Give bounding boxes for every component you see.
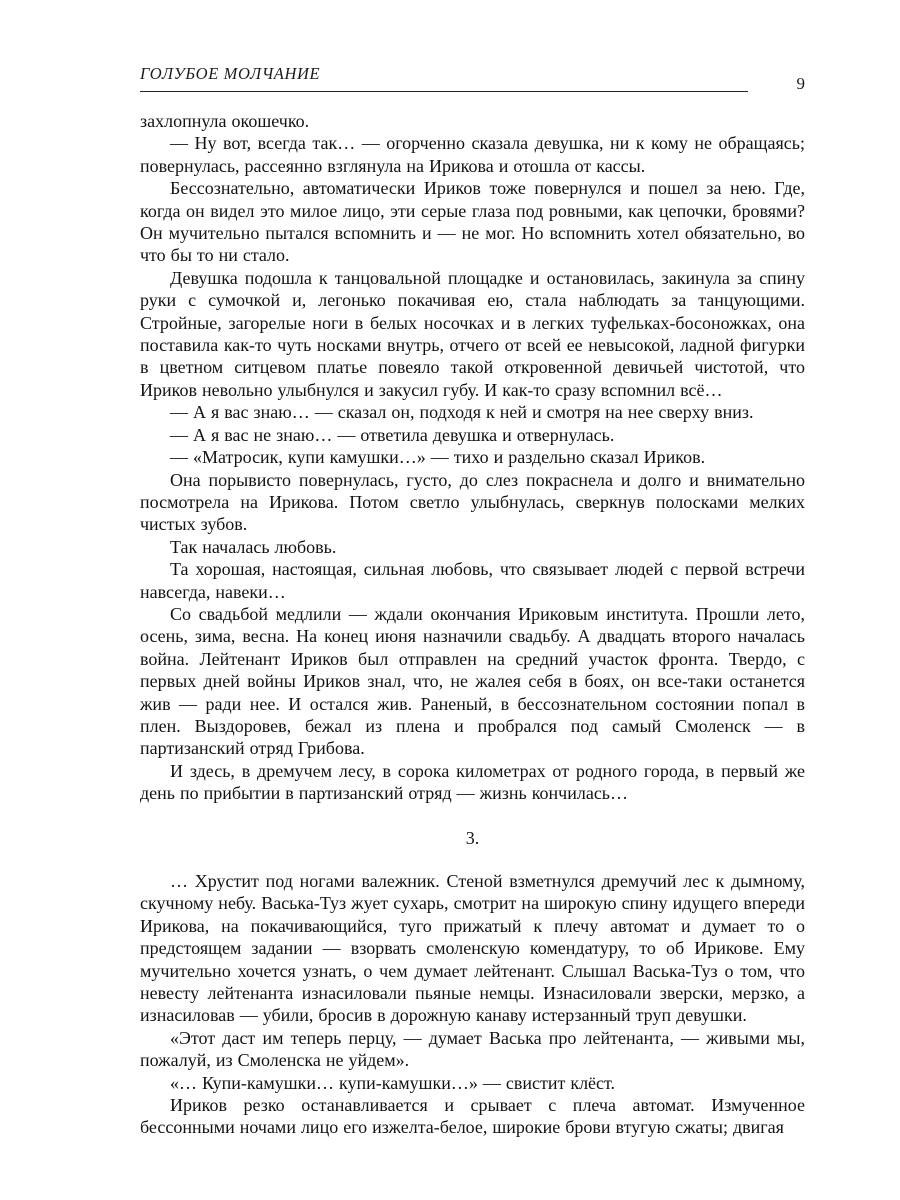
paragraph: Так началась любовь. — [170, 536, 337, 557]
paragraph: Бессознательно, автоматически Ириков тоже повернулся и пошел за нею. Где, когда он видел это милое лицо, эти серые глаза под ровными, как цепочки, бровями? Он мучительно пытался вспомнить и — не мог. Но вспомнить хотел обязательно, во что бы то ни стало. — [140, 178, 805, 266]
paragraph: Та хорошая, настоящая, сильная любовь, что связывает людей с первой встречи навсегда, навеки… — [140, 559, 805, 602]
running-title: ГОЛУБОЕ МОЛЧАНИЕ — [140, 64, 321, 83]
page-number: 9 — [796, 74, 805, 93]
paragraph: — А я вас не знаю… — ответила девушка и отвернулась. — [170, 424, 615, 445]
paragraph: «… Купи-камушки… купи-камушки…» — свистит клёст. — [170, 1072, 616, 1093]
paragraph: И здесь, в дремучем лесу, в сорока километрах от родного города, в первый же день по прибытии в партизанский отряд — жизнь кончилась… — [140, 760, 805, 804]
paragraph: … Хрустит под ногами валежник. Стеной взметнулся дремучий лес к дымному, скучному небу. Васька-Туз жует сухарь, смотрит на широкую спину идущего впереди Ирикова, на покачивающийся, туго прижатый к плечу автомат и думает то о предстоящем задании — взорвать смоленскую комендатуру, то об Ирикове. Ему мучительно хочется узнать, о чем думает лейтенант. Слышал Васька-Туз о том, что невесту лейтенанта изнасиловали пьяные немцы. Изнасиловали зверски, мерзко, а изнасиловав — убили, бросив в дорожную канаву истерзанный труп девушки. — [140, 871, 805, 1026]
paragraph: Со свадьбой медлили — ждали окончания Ириковым института. Прошли лето, осень, зима, весна. На конец июня назначили свадьбу. А двадцать второго началась война. Лейтенант Ириков был отправлен на средний участок фронта. Твердо, с первых дней войны Ириков знал, что, не жалея себя в боях, он все-таки останется жив — ради нее. И остался жив. Раненый, в бессознательном состоянии попал в плен. Выздоровев, бежал из плена и пробрался под самый Смоленск — в партизанский отряд Грибова. — [140, 603, 805, 759]
paragraph: — Ну вот, всегда так… — огорченно сказала девушка, ни к кому не обращаясь; повернулась, рассеянно взглянула на Ирикова и отошла от кассы. — [140, 133, 805, 176]
paragraph: Ириков резко останавливается и срывает с плеча автомат. Измученное бессонными ночами лицо его изжелта-белое, широкие брови втугую сжаты; двигая — [140, 1095, 805, 1138]
paragraph: — «Матросик, купи камушки…» — тихо и раздельно сказал Ириков. — [170, 447, 706, 468]
paragraph: Она порывисто повернулась, густо, до слез покраснела и долго и внимательно посмотрела на Ирикова. Потом светло улыбнулась, сверкнув полосками мелких чистых зубов. — [140, 469, 805, 535]
paragraph: — А я вас знаю… — сказал он, подходя к ней и смотря на нее сверху вниз. — [170, 402, 754, 423]
running-head — [140, 64, 805, 92]
running-head-left — [140, 64, 748, 92]
body-text — [140, 110, 805, 1139]
header-rule — [140, 91, 748, 92]
paragraph: «Этот даст им теперь перцу, — думает Васька про лейтенанта, — живыми мы, пожалуй, из Смоленска не уйдем». — [140, 1027, 805, 1071]
section-number: 3. — [465, 827, 480, 848]
paragraph: захлопнула окошечко. — [140, 111, 310, 131]
paragraph: Девушка подошла к танцовальной площадке и остановилась, закинула за спину руки с сумочкой и, легонько покачивая ею, стала наблюдать за танцующими. Стройные, загорелые ноги в белых носочках и в легких туфельках-босоножках, она поставила как-то чуть носками внутрь, отчего от всей ее невысокой, ладной фигурки в цветном ситцевом платье повеяло такой откровенной девичьей чистотой, что Ириков невольно улыбнулся и закусил губу. И как-то сразу вспомнил всё… — [140, 267, 805, 400]
